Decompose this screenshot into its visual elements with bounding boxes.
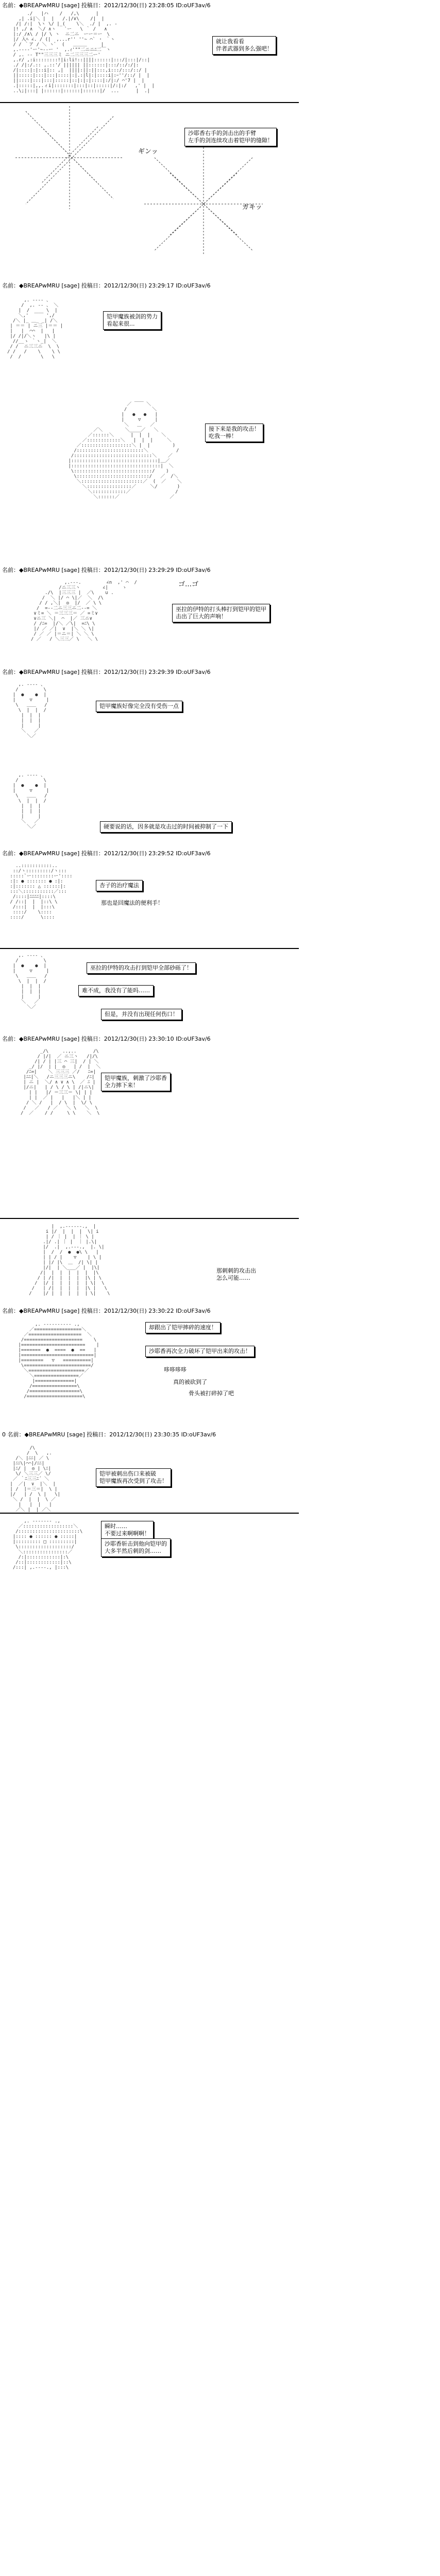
post-date: 投稿日：2012/12/30(日) 23:29:17 ID:oUF3av/6 <box>81 282 211 289</box>
post-header <box>2 1431 216 1438</box>
narration-text: 骨头被打碎掉了吧 <box>189 1390 234 1397</box>
post-divider <box>0 1513 299 1514</box>
speech-bubble: 杏子的治疗魔法 <box>96 880 143 891</box>
post-author: ◆BREAPwMRU [sage] <box>24 1431 85 1438</box>
speech-bubble: 瞬时…… 不要过来啊啊啊！ <box>101 1521 154 1539</box>
post-header <box>2 1308 211 1314</box>
post-divider <box>0 102 299 103</box>
sound-effect: ギンッ <box>138 148 158 156</box>
speech-bubble: 难不成，我没有了能吗…… <box>78 985 154 996</box>
post-header <box>2 1036 211 1042</box>
narration-text: 真的被砍到了 <box>173 1379 207 1385</box>
post-author: ◆BREAPwMRU [sage] <box>19 567 80 573</box>
sound-effect: ゴ…ゴ <box>178 581 199 588</box>
post-divider <box>0 1218 299 1219</box>
post-name-label: 名前： <box>2 1308 19 1314</box>
ascii-art-face: ,. -‐‐- 、 / \ | ● ● | | ▽ | \ ＿＿ / \ | | / | | | | | | | | ＼ ／ ＼／ <box>12 953 49 1010</box>
post-header <box>2 282 211 289</box>
post-date: 投稿日：2012/12/30(日) 23:29:29 ID:oUF3av/6 <box>81 567 211 573</box>
post-header <box>2 567 211 573</box>
post-header <box>2 669 211 675</box>
post-header <box>2 2 211 9</box>
post-name-label: 名前： <box>2 2 19 9</box>
ascii-art-sayaka: | ,.-‐‐‐‐-., | i |/ | | | \| i | / ｜ | | ｜ \ | .|/ .| ｜ | ｜ |.\| |/ .| ,.-‐-., |. \| | / / ● ●\ \ | | | / | ▽ | \ | | |/ |\ ＿ /| \| | |/| | ＼___／ | |\| /| | | | | | |\ / | /| | | | |\ | \ / |/ | | | | | \| \ / | /| | | | |\ | \ / |/ | | | | | \| \ <box>29 1224 110 1296</box>
post-author: ◆BREAPwMRU [sage] <box>19 850 80 857</box>
sound-effect: ガキッ <box>242 204 262 211</box>
ascii-art-kyoko: ..:::::::::::.. ::/ヽ:::::::::/ヽ::: :::::`ー::::::::ー':::: :|: ● ::::::: ● :|: :|::::::: △ ::::::|: :::＼:::::::::::／::: /::::|ﾆﾆﾆﾆ|::::\ / /::| | |::\ \ /:::| | |:::\ ::::/ \:::: ::::/ \:::: <box>10 863 73 920</box>
post-author: ◆BREAPwMRU [sage] <box>19 282 80 289</box>
speech-bubble: 沙耶香右手的剑击出的手臂 左手的剑连续攻击着铠甲的缝隙！ <box>184 128 277 146</box>
ascii-art-impact: ,.-‐-. ∠n ,' ⌒ / /ニ三三ヽ ∠| ゝ ./\ |三三三 | ／\ ∪ . / ＼ |/ ⌒ \|／ ＼ /\ / / ,＼| ◎ |/ ／ \ \ / =-‐二ニ三三ニ二‐-= ＼ ∨ミ= ＼ ＝三三三＝ ／ =ミ∨ ∨ニ三 ＼| ⌒ |／ 三ニ∨ / /ﾆ= |/＼ ／\| =ﾆ\ \ |/ ／ ／| ∨ |＼ ＼ \| / ／ ／ |＝ニ＝| ＼ ＼ \ / ／ / ＼三三／ \ ＼ \ <box>31 580 137 642</box>
speech-bubble: 铠甲魔族被剑的势力 看起来很... <box>103 311 161 330</box>
ascii-art-blur: ,. -‐‐‐‐‐‐‐‐- ., ／=================＼ ／=================== ＼ /===================== \ |======================= | |======= ● ==== ● == | |==========================| |======== ▽ ==========| \========================/ ＼====================／ ＼================／ |==============| /================\ /==================\ /====================\ <box>18 1322 99 1399</box>
post-header <box>2 850 211 857</box>
speech-bubble: 但是，并没有出现任何伤口！ <box>101 1009 182 1020</box>
post-name-label: 名前： <box>2 850 19 857</box>
post-date: 投稿日：2012/12/30(日) 23:29:39 ID:oUF3av/6 <box>81 669 211 675</box>
post-name-label: 名前： <box>2 567 19 573</box>
speech-bubble: 铠甲魔族，刺激了沙耶香 全力摔下来！ <box>101 1073 171 1091</box>
speech-bubble: 沙耶香斩击到他向铠甲的 大多半然后刺的剑…… <box>101 1538 171 1557</box>
narration-text: 哆哆哆哆 <box>164 1366 187 1373</box>
speech-bubble: 巫拉的伊特的打头棒打到铠甲的铠甲 击出了巨大的声响！ <box>172 604 270 622</box>
ascii-art-armor-damaged: /\ / \ ,. /＼ |ﾆﾆ| ／ \ |ﾆﾆ\|⌒⌒|/ﾆﾆ| |ﾆ/ | ◎ | \ﾆ| \/ ＼三三／ \/ ／ ｀ﾆ三三ﾆ´ ＼ | ／| ∨ |＼ | | / |＝三＝| \ | |/ | / \ | \| ＼ / | | \ ／ | | | | ／＼ | | ／＼ <box>10 1446 60 1513</box>
ascii-art-face: ,. -‐‐- 、 / \ | ● ● | | ▽ | \ ＿＿ / \ | | / | | | | | | | | ＼ ／ ＼／ <box>12 773 49 829</box>
post-date: 投稿日：2012/12/30(日) 23:28:05 ID:oUF3av/6 <box>81 2 211 9</box>
post-author: ◆BREAPwMRU [sage] <box>19 1308 80 1314</box>
speech-bubble: 却跟出了铠甲摔碎的速度！ <box>145 1322 221 1333</box>
speech-bubble: 就让我看看 伴者武器到多么强吧！ <box>212 36 276 55</box>
post-name-label: 0 名前： <box>2 1431 25 1438</box>
post-date: 投稿日：2012/12/30(日) 23:30:22 ID:oUF3av/6 <box>81 1308 211 1314</box>
narration-text: 那刺刺的攻击出 怎么可能…… <box>216 1267 256 1281</box>
post-author: ◆BREAPwMRU [sage] <box>19 2 80 9</box>
post-name-label: 名前： <box>2 282 19 289</box>
ascii-art-swing: ／ ￣￣ ＼ / ＼ | ● ● | | ▽ | ＼ ＿ ／ ／＼ ＼____／ ＼ ／::::::＼ | | | ＼ ／::::::::::::＼ | | | ＼ ／::::::::::::::::::＼ | | ) /::::::::::::::::::::::::＼ / /::::::::::::::::::::::::::::＼ ／ |:::::::::::::::::::::::::::::::|＿／ |::::::::::::::::::::::::::::::::| ＼ \::::::::::::::::::::::::::::/ ) \::::::::::::::::::::::::::/ ／ /＼ ＼::::::::::::::::::::::／ ( ／ ＼ ＼::::::::::::::::／ ＼/ ) ＼::::::::::::／ / ＼::::::／ ／ <box>68 402 182 500</box>
ascii-art-scared: ,. -‐‐‐‐‐- ., ／::::::::::::::::::＼ /::::::::::::::::::::::\ |:::: ● :::::: ● :::::| |::::::::: □ :::::::::| \:::::::::::::::::::/ ＼::::::::::::::::／ /:|::::::::::::|:\ /::|::::::::::::|::\ /:::| ,.-‐‐-., |:::\ <box>12 1519 83 1570</box>
post-date: 投稿日：2012/12/30(日) 23:30:35 ID:oUF3av/6 <box>87 1431 216 1438</box>
post-date: 投稿日：2012/12/30(日) 23:29:52 ID:oUF3av/6 <box>81 850 211 857</box>
speech-bubble: 铠甲被刺出伤口来被破 铠甲魔族再次受到了攻击！ <box>96 1468 171 1487</box>
post-divider <box>0 948 299 949</box>
post-date: 投稿日：2012/12/30(日) 23:30:10 ID:oUF3av/6 <box>81 1036 211 1042</box>
ascii-art-face: ,. -‐‐- 、 / \ | ● ● | | ▽ | \ ＿＿ / \ | | / | | | | | | | | ＼ ／ ＼／ <box>12 682 49 739</box>
speech-bubble: 沙耶香再次全力破坏了铠甲出来的攻击！ <box>145 1346 255 1357</box>
ascii-art-knight: ,. -‐‐- 、 / ,. -- 、 ＼ | / \ | ＼,' ￣￣ ',/ /＼ |_ ＿_ _| /＼ | ＝＝ | ニ三 |＝＝ | | | ⌒⌒ | | |/ /|/＼ヽ |\ | //__ゝ ｀ヽ_| ＼ / / ニ三三ニ \ \ / / / \ \ \ / / \ \ <box>7 298 63 360</box>
post-author: ◆BREAPwMRU [sage] <box>19 1036 80 1042</box>
ascii-art-armor-attack: _/\ ..,.. /\ / |/| ／ ニ三ヽ /|/\ /| / | |三 ⌒ 三| / | ＼ _/ |/ | | ◎ | / | ＼ /ﾆ=| ＼ 三三三 ／/ ﾆ=| |ﾆﾆ|＼ /ニ三三三ニ\ /ﾆ| | ニ | ＼/ ∧ ∨ ∧ \ ／ ﾆ | |/ニ| | / \ / \ | /|ニ\| | | |/ ＝三三＝ \| | | | | ／ | | |＼ | | / ＼ / | / \ | \/ \ / ／ / ／ ＼ \ ＼ \ / ／ / / \ \ ＼ \ <box>21 1049 101 1116</box>
speech-bubble: 硬要说的话，因多就是攻击过的时间被抑制了一下 <box>100 821 232 833</box>
narration-text: 那也是回魔法的便利手！ <box>101 900 163 906</box>
speech-bubble: 铠甲魔族好像完全没有受伤一点 <box>96 701 182 712</box>
post-name-label: 名前： <box>2 1036 19 1042</box>
speech-bubble: 巫拉的伊特的攻击打到铠甲全部砂砾了！ <box>87 962 196 974</box>
speech-bubble: 接下来是我的攻击！ 吃我一棒！ <box>205 423 263 442</box>
post-name-label: 名前： <box>2 669 19 675</box>
post-author: ◆BREAPwMRU [sage] <box>19 669 80 675</box>
ascii-art-crowd: ./ |ハ / /,\ | ,| .i|＼ | | /.|/∨\ /| | /| /:| \ヽ \/ |_( \＼ ./ | ,. ‐ |! ,/ ∧ ＼/ ∧ヽ `ー \ ｀ / ∧ |:/ /∧\ / |/ \ ヽ ニ二ニ ーー＝ー \ |/ 入ﾍ ∠. / (| ,...r'' ''~ ⌒` ・ ｀ヽ / / ｀ア / ＼ ヽﾞ ( ＿＿＿ | ,.-‐--'ー'~‐-ー ' ,.ｨ'""二ニニﾆ二￣ヽ / ,. -‐ T""三三三ミ ニ二三三三二ー' ,.r/ ,:i::::::::!|i:li!::||||::::::|:::/|:::|/::| ./ /|:/.:: ,.::'/ |||||| ||::::::|:::/::/:/|: /|::::|:|::i|:: ,| ||||:||:||:::,i:::/:::/::/ | ||:::::|:::|:::|::::|:|.:|l|:|::::i|:ｰ''/::/ | | ||::::|:::|:::|:::::|::|:|:|::::|:/|:/ ⌒'7 | | .|:::::|,,.ィi|:::::::|:::|::|:::::|/:|:/ ,' | | ..\;|:::| |::::::|::::::|::::::|/ ... | .| <box>13 11 155 94</box>
